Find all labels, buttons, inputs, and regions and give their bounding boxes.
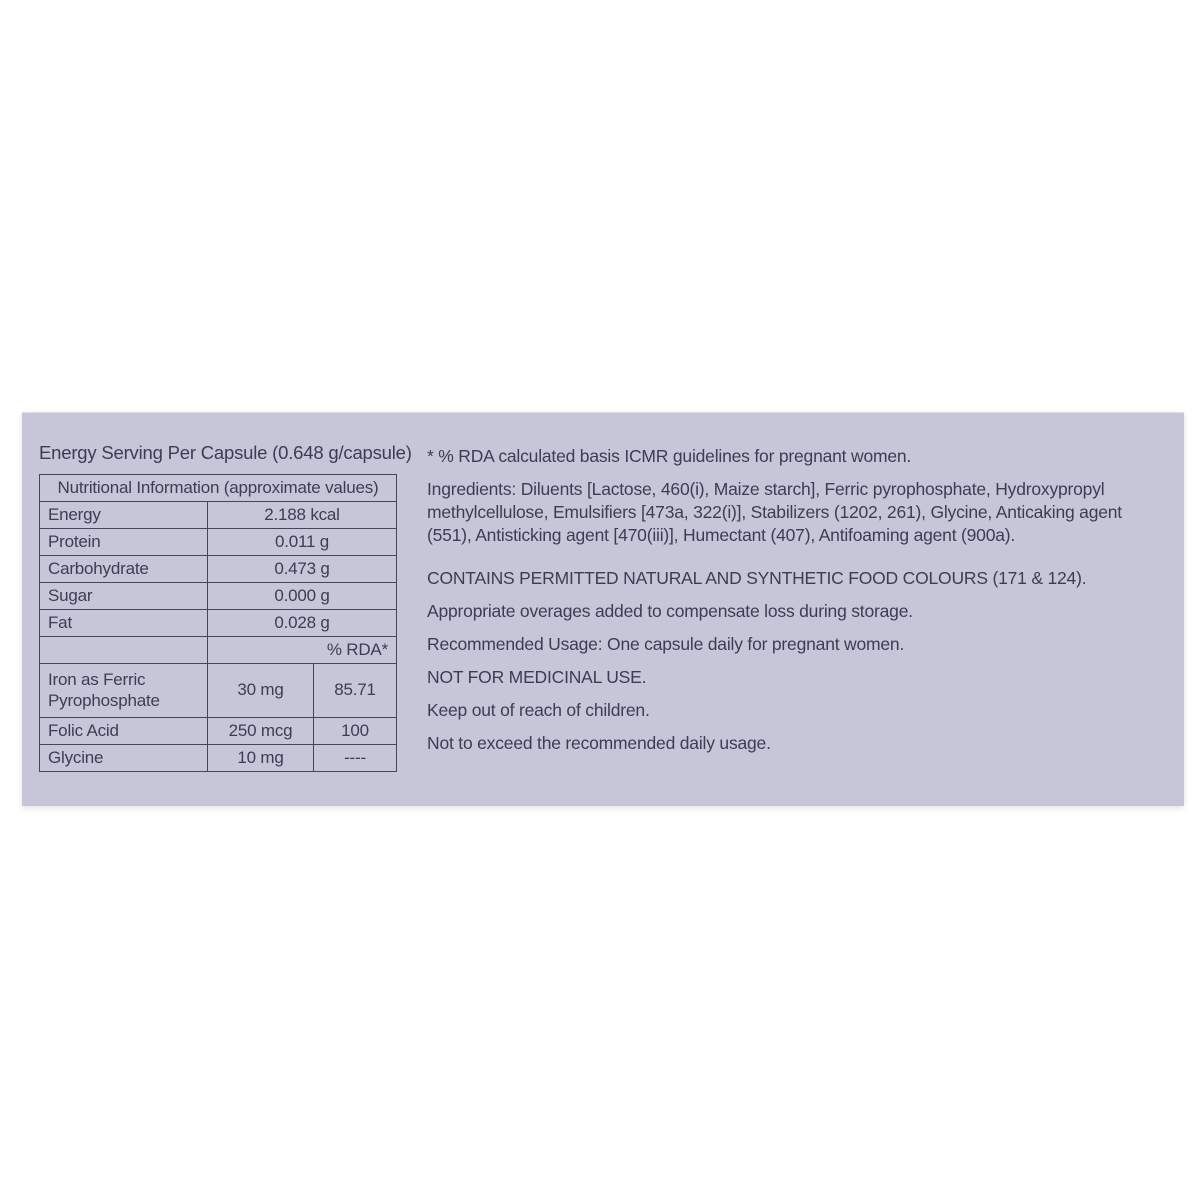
row-value: 0.000 g [208, 583, 397, 610]
recommended-usage: Recommended Usage: One capsule daily for pregnant women. [427, 634, 905, 654]
row-label: Fat [40, 610, 208, 637]
row-rda: 100 [314, 718, 397, 745]
table-row [40, 556, 397, 583]
row-label: Protein [40, 529, 208, 556]
energy-serving-heading: Energy Serving Per Capsule (0.648 g/capsule) [39, 442, 412, 463]
table-row [40, 529, 397, 556]
ingredients-text: Ingredients: Diluents [Lactose, 460(i), Maize starch], Ferric pyrophosphate, Hydroxypropyl methylcellulose, Emulsifiers [473a, 322(i)], Stabilizers (1202, 261), Glycine, Anticaking agent (551), Antisticking agent [470(iii)], Humectant (407), Antifoaming agent (900a). [427, 479, 1122, 545]
empty-cell [40, 637, 208, 664]
food-colours-note: CONTAINS PERMITTED NATURAL AND SYNTHETIC FOOD COLOURS (171 & 124). [427, 568, 1087, 588]
row-value: 0.028 g [208, 610, 397, 637]
row-label: Carbohydrate [40, 556, 208, 583]
table-row [40, 583, 397, 610]
rda-header-row [40, 637, 397, 664]
rda-header: % RDA* [208, 637, 397, 664]
row-label: Energy [40, 502, 208, 529]
rda-note: * % RDA calculated basis ICMR guidelines for pregnant women. [427, 446, 912, 466]
table-title: Nutritional Information (approximate values) [40, 475, 397, 502]
table-row [40, 502, 397, 529]
row-value: 2.188 kcal [208, 502, 397, 529]
table-row [40, 745, 397, 772]
row-rda: ---- [314, 745, 397, 772]
row-amount: 10 mg [208, 745, 314, 772]
row-label: Glycine [40, 745, 208, 772]
row-label: Sugar [40, 583, 208, 610]
row-label: Iron as Ferric Pyrophosphate [40, 664, 208, 718]
row-value: 0.011 g [208, 529, 397, 556]
info-section [427, 445, 1127, 765]
row-rda: 85.71 [314, 664, 397, 718]
not-medicinal-note: NOT FOR MEDICINAL USE. [427, 667, 647, 687]
keep-away-note: Keep out of reach of children. [427, 700, 650, 720]
nutrition-table [39, 474, 397, 772]
row-amount: 250 mcg [208, 718, 314, 745]
overages-note: Appropriate overages added to compensate loss during storage. [427, 601, 913, 621]
row-value: 0.473 g [208, 556, 397, 583]
table-row [40, 718, 397, 745]
row-label: Folic Acid [40, 718, 208, 745]
nutrition-label-panel [22, 412, 1184, 806]
table-header-row [40, 475, 397, 502]
row-amount: 30 mg [208, 664, 314, 718]
daily-usage-note: Not to exceed the recommended daily usage. [427, 733, 771, 753]
table-row [40, 610, 397, 637]
table-row [40, 664, 397, 718]
